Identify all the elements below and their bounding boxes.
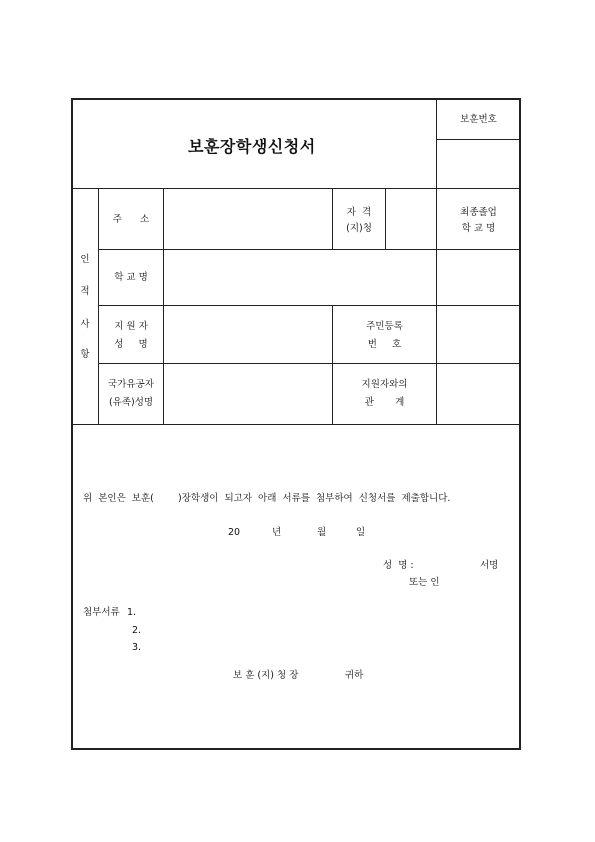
last-school-label-2: 학 교 명: [461, 223, 496, 234]
section-char-2: 적: [80, 286, 90, 297]
address-label: 주 소: [112, 214, 150, 225]
frame-bottom: [71, 748, 521, 750]
resident-number-label-2: 번 호: [367, 339, 402, 350]
row-divider-1: [98, 249, 520, 250]
date-day: 일: [356, 527, 366, 538]
table-bottom: [71, 424, 520, 425]
frame-top: [71, 98, 521, 100]
signature-sign-label: 서명: [480, 560, 499, 571]
date-year: 년: [272, 527, 282, 538]
address-end-line: [332, 188, 333, 250]
applicant-label-1: 지 원 자: [114, 321, 148, 332]
statement-text: 위 본인은 보훈( )장학생이 되고자 아래 서류를 첨부하여 신청서를 제출합니다.: [83, 493, 451, 504]
qualification-end-line: [385, 188, 386, 250]
section-char-1: 인: [80, 254, 90, 265]
qualification-label-2: (지)청: [346, 223, 372, 234]
label-column-line: [163, 188, 164, 425]
patriot-name-label-2: (유족)성명: [108, 397, 154, 408]
date-month: 월: [317, 527, 327, 538]
header-bottom: [71, 188, 520, 189]
recipient-honorific: 귀하: [345, 670, 364, 681]
section-char-4: 항: [80, 349, 90, 360]
applicant-label-2: 성 명: [114, 339, 148, 350]
attachment-item-1: 1.: [127, 607, 137, 618]
resident-number-label-1: 주민등록: [366, 321, 403, 332]
number-box-divider: [436, 139, 520, 140]
number-label: 보훈번호: [460, 114, 497, 125]
qualification-label-1: 자 격: [346, 207, 372, 218]
relation-label-2: 관 계: [364, 397, 405, 408]
row-divider-2: [98, 305, 520, 306]
relation-label-1: 지원자와의: [361, 379, 408, 390]
patriot-name-label-1: 국가유공자: [108, 379, 154, 390]
form-title: 보훈장학생신청서: [188, 137, 316, 156]
attachments-label: 첨부서류: [83, 607, 120, 618]
attachment-item-3: 3.: [132, 642, 142, 653]
attachment-item-2: 2.: [132, 625, 142, 636]
recipient-office: 보 훈 (지) 청 장: [233, 670, 299, 681]
last-school-label-1: 최종졸업: [460, 207, 497, 218]
date-prefix: 20: [228, 527, 241, 538]
school-name-label: 학 교 명: [114, 272, 148, 283]
signature-name-label: 성 명 :: [383, 560, 414, 571]
signature-seal-label: 또는 인: [409, 577, 440, 588]
row-divider-3: [98, 363, 520, 364]
header-divider: [436, 98, 437, 188]
section-char-3: 사: [80, 319, 90, 330]
